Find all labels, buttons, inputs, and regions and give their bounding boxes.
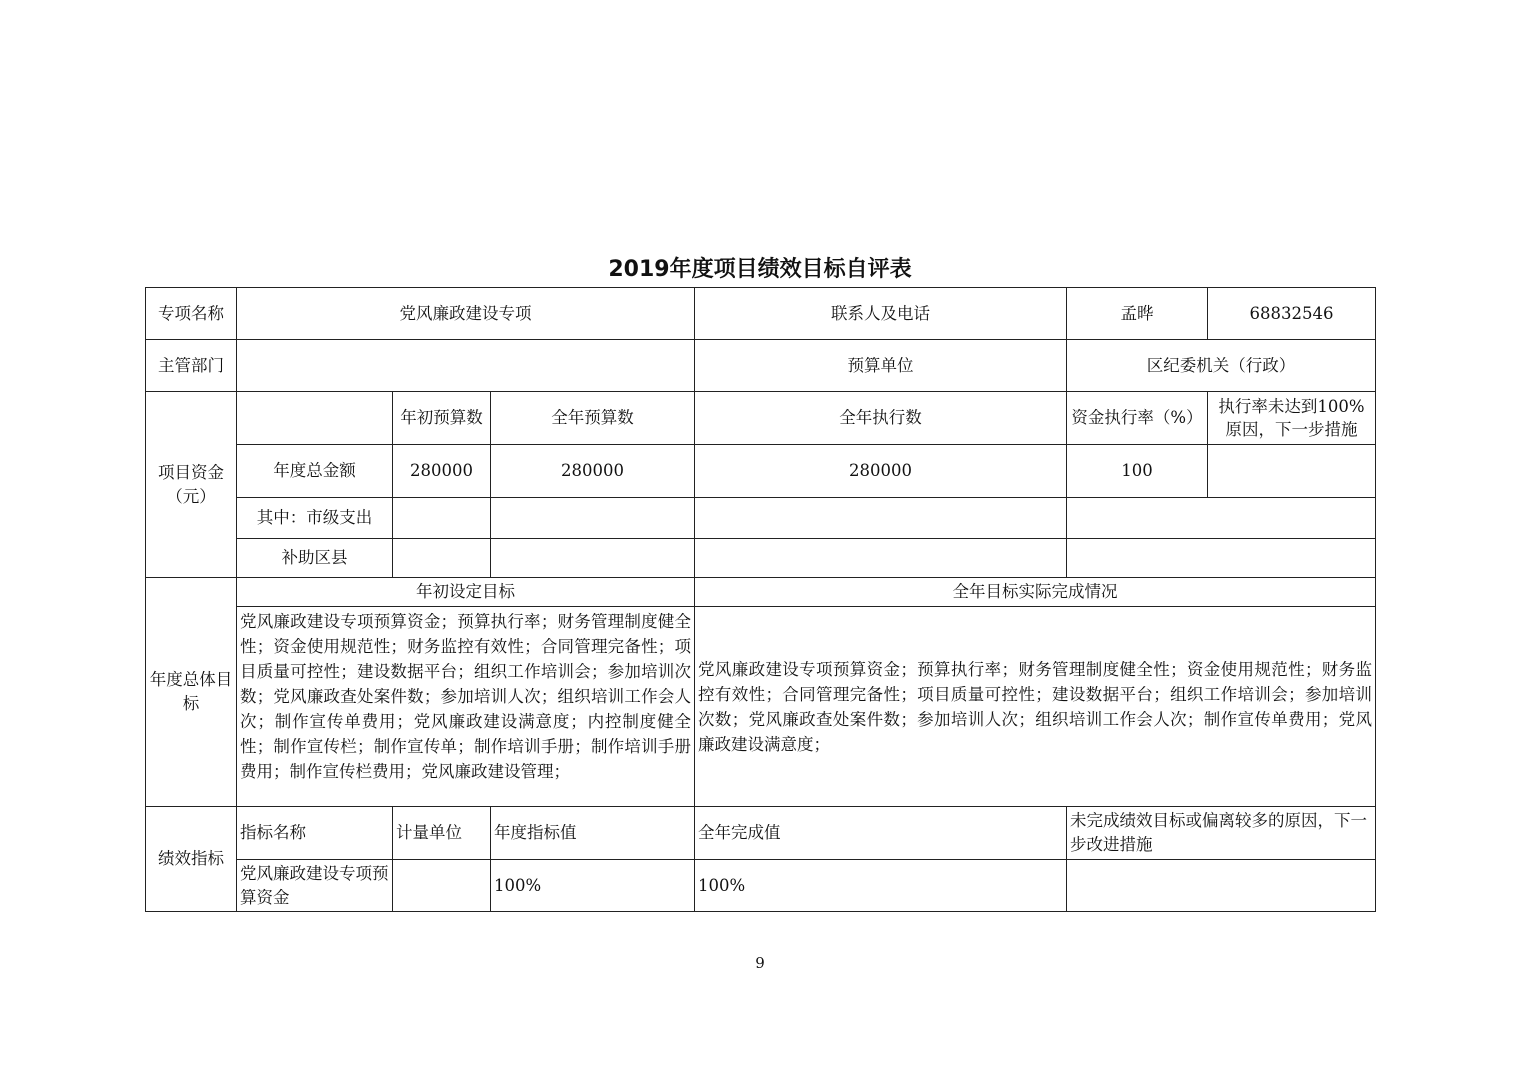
project-name: 党风廉政建设专项 [237,288,695,340]
indicator-reason [1067,860,1376,912]
table-row [146,860,1376,912]
indicator-header: 计量单位 [393,807,491,860]
funds-row-label: 年度总金额 [237,445,393,498]
funds-label: 项目资金（元） [146,392,237,578]
indicator-header: 未完成绩效目标或偏离较多的原因，下一步改进措施 [1067,807,1376,860]
indicator-header: 全年完成值 [695,807,1067,860]
table-row [146,340,1376,392]
table-row [146,288,1376,340]
funds-header: 全年执行数 [695,392,1067,445]
goals-actual-text: 党风廉政建设专项预算资金；预算执行率；财务管理制度健全性；资金使用规范性；财务监控有效性；合同管理完备性；项目质量可控性；建设数据平台；组织工作培训会；参加培训次数；党风廉政查处案件数；参加培训人次；组织培训工作会人次；制作宣传单费用；党风廉政建设满意度； [695,607,1376,807]
indicators-label: 绩效指标 [146,807,237,912]
funds-annual: 280000 [491,445,695,498]
goals-set-header: 年初设定目标 [237,578,695,607]
goals-set-text: 党风廉政建设专项预算资金；预算执行率；财务管理制度健全性；资金使用规范性；财务监控有效性；合同管理完备性；项目质量可控性；建设数据平台；组织工作培训会；参加培训次数；党风廉政查处案件数；参加培训人次；组织培训工作会人次；制作宣传单费用；党风廉政建设满意度；内控制度健全性；制作宣传栏；制作宣传单；制作培训手册；制作培训手册费用；制作宣传栏费用；党风廉政建设管理； [237,607,695,807]
table-row [146,392,1376,445]
funds-header: 年初预算数 [393,392,491,445]
page-number: 9 [755,954,765,972]
goals-label: 年度总体目标 [146,578,237,807]
contact-phone: 68832546 [1208,288,1376,340]
funds-header: 执行率未达到100%原因，下一步措施 [1208,392,1376,445]
funds-initial: 280000 [393,445,491,498]
funds-row-label: 补助区县 [237,539,393,578]
funds-annual [491,498,695,539]
funds-initial [393,498,491,539]
funds-executed [695,498,1067,539]
indicator-header: 指标名称 [237,807,393,860]
indicator-actual: 100% [695,860,1067,912]
funds-rate [1067,498,1376,539]
funds-initial [393,539,491,578]
funds-annual [491,539,695,578]
table-row [146,607,1376,807]
funds-row-label: 其中：市级支出 [237,498,393,539]
dept-value [237,340,695,392]
funds-rate [1067,539,1376,578]
page-title: 2019年度项目绩效目标自评表 [608,257,912,282]
funds-header: 资金执行率（%） [1067,392,1208,445]
budget-unit: 区纪委机关（行政） [1067,340,1376,392]
table-row [146,445,1376,498]
contact-name: 孟晔 [1067,288,1208,340]
funds-header: 全年预算数 [491,392,695,445]
contact-label: 联系人及电话 [695,288,1067,340]
table-row [146,498,1376,539]
table-row [146,578,1376,607]
indicator-name: 党风廉政建设专项预算资金 [237,860,393,912]
project-name-label: 专项名称 [146,288,237,340]
funds-executed: 280000 [695,445,1067,498]
indicator-target: 100% [491,860,695,912]
empty-cell [237,392,393,445]
funds-rate: 100 [1067,445,1208,498]
table-row [146,539,1376,578]
indicator-header: 年度指标值 [491,807,695,860]
dept-label: 主管部门 [146,340,237,392]
goals-actual-header: 全年目标实际完成情况 [695,578,1376,607]
funds-reason [1208,445,1376,498]
budget-unit-label: 预算单位 [695,340,1067,392]
table-row [146,807,1376,860]
indicator-unit [393,860,491,912]
performance-table [145,287,1376,912]
funds-executed [695,539,1067,578]
